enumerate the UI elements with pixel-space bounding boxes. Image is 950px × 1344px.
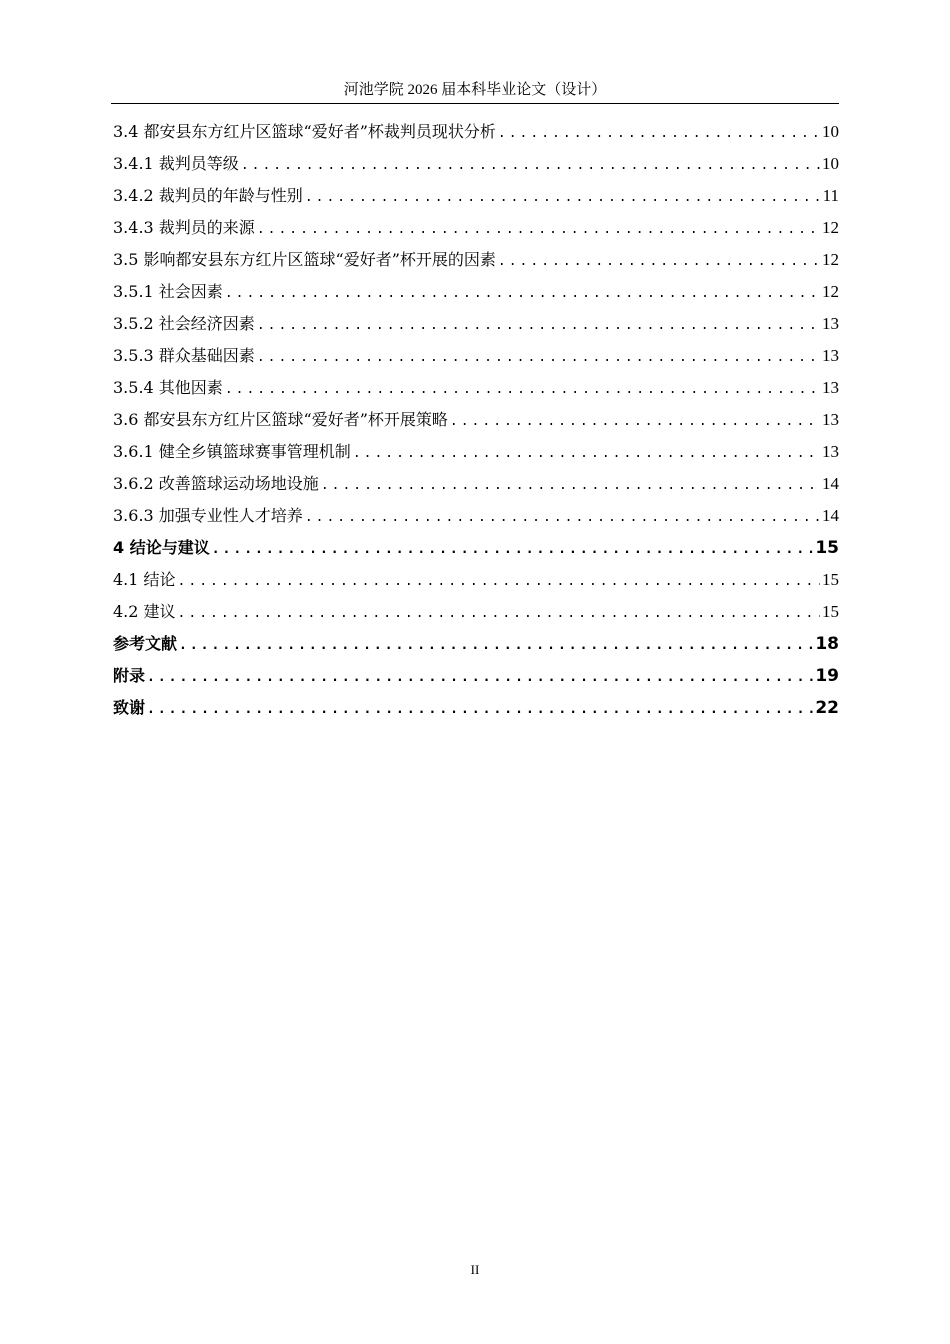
toc-entry-label: 致谢: [113, 698, 146, 717]
toc-entry-page: 15: [822, 570, 839, 589]
page-number: II: [470, 1262, 480, 1277]
toc-entry-page: 13: [822, 442, 839, 461]
dot-leader: [321, 470, 820, 502]
toc-entry-label: 3.4 都安县东方红片区篮球“爱好者”杯裁判员现状分析: [113, 122, 496, 141]
toc-entry-page: 22: [815, 698, 839, 718]
dot-leader: [179, 630, 813, 662]
toc-entry-page: 15: [822, 602, 839, 621]
dot-leader: [241, 150, 820, 182]
toc-entry-label: 3.4.1 裁判员等级: [113, 154, 239, 173]
toc-entry-label: 3.4.2 裁判员的年龄与性别: [113, 186, 303, 205]
dot-leader: [498, 118, 820, 150]
dot-leader: [257, 214, 820, 246]
toc-entry-label: 4.2 建议: [113, 602, 176, 621]
toc-entry[interactable]: [113, 532, 839, 564]
toc-entry-page: 12: [822, 250, 839, 269]
toc-entry-label: 3.6.1 健全乡镇篮球赛事管理机制: [113, 442, 351, 461]
toc-entry-page: 11: [822, 186, 839, 205]
toc-entry-label: 3.5.3 群众基础因素: [113, 346, 255, 365]
toc-entry[interactable]: [113, 436, 839, 468]
toc-entry[interactable]: [113, 564, 839, 596]
dot-leader: [498, 246, 820, 278]
dot-leader: [212, 534, 814, 566]
toc-entry[interactable]: [113, 500, 839, 532]
toc-entry[interactable]: [113, 692, 839, 724]
toc-entry-page: 13: [822, 346, 839, 365]
toc-entry[interactable]: [113, 276, 839, 308]
toc-entry-label: 3.6.2 改善篮球运动场地设施: [113, 474, 319, 493]
toc-entry-page: 12: [822, 282, 839, 301]
toc-entry-page: 13: [822, 378, 839, 397]
toc-entry-page: 14: [822, 474, 839, 493]
toc-entry-label: 参考文献: [113, 634, 178, 653]
toc-entry-label: 3.4.3 裁判员的来源: [113, 218, 255, 237]
toc-entry-label: 3.6.3 加强专业性人才培养: [113, 506, 303, 525]
dot-leader: [257, 310, 820, 342]
header-title: 河池学院 2026 届本科毕业论文（设计）: [343, 82, 607, 98]
toc-entry-label: 3.5.2 社会经济因素: [113, 314, 255, 333]
toc-entry-page: 10: [822, 154, 839, 173]
dot-leader: [257, 342, 820, 374]
dot-leader: [147, 694, 813, 726]
toc-entry[interactable]: [113, 628, 839, 660]
toc-entry[interactable]: [113, 372, 839, 404]
toc-entry-page: 15: [815, 538, 839, 558]
toc-entry-page: 14: [822, 506, 839, 525]
dot-leader: [147, 662, 813, 694]
toc-entry-page: 13: [822, 314, 839, 333]
toc-entry[interactable]: [113, 116, 839, 148]
table-of-contents: [113, 116, 839, 724]
toc-entry-page: 10: [822, 122, 839, 141]
toc-entry[interactable]: [113, 660, 839, 692]
toc-entry[interactable]: [113, 468, 839, 500]
toc-entry-label: 附录: [113, 666, 146, 685]
dot-leader: [305, 502, 820, 534]
toc-entry[interactable]: [113, 340, 839, 372]
toc-entry-page: 19: [815, 666, 839, 686]
toc-entry[interactable]: [113, 404, 839, 436]
toc-entry[interactable]: [113, 180, 839, 212]
dot-leader: [225, 278, 820, 310]
dot-leader: [225, 374, 820, 406]
dot-leader: [178, 598, 820, 630]
toc-entry-label: 3.5.1 社会因素: [113, 282, 223, 301]
toc-entry-label: 3.6 都安县东方红片区篮球“爱好者”杯开展策略: [113, 410, 448, 429]
dot-leader: [305, 182, 821, 214]
toc-entry-page: 18: [815, 634, 839, 654]
toc-entry[interactable]: [113, 212, 839, 244]
dot-leader: [450, 406, 820, 438]
toc-entry-label: 4 结论与建议: [113, 538, 210, 557]
toc-entry[interactable]: [113, 148, 839, 180]
dot-leader: [178, 566, 820, 598]
toc-entry[interactable]: [113, 244, 839, 276]
toc-entry[interactable]: [113, 308, 839, 340]
dot-leader: [353, 438, 820, 470]
toc-entry-page: 13: [822, 410, 839, 429]
page-header: [111, 77, 839, 104]
toc-entry[interactable]: [113, 596, 839, 628]
toc-entry-label: 3.5 影响都安县东方红片区篮球“爱好者”杯开展的因素: [113, 250, 496, 269]
toc-entry-label: 4.1 结论: [113, 570, 176, 589]
toc-entry-label: 3.5.4 其他因素: [113, 378, 223, 397]
toc-entry-page: 12: [822, 218, 839, 237]
